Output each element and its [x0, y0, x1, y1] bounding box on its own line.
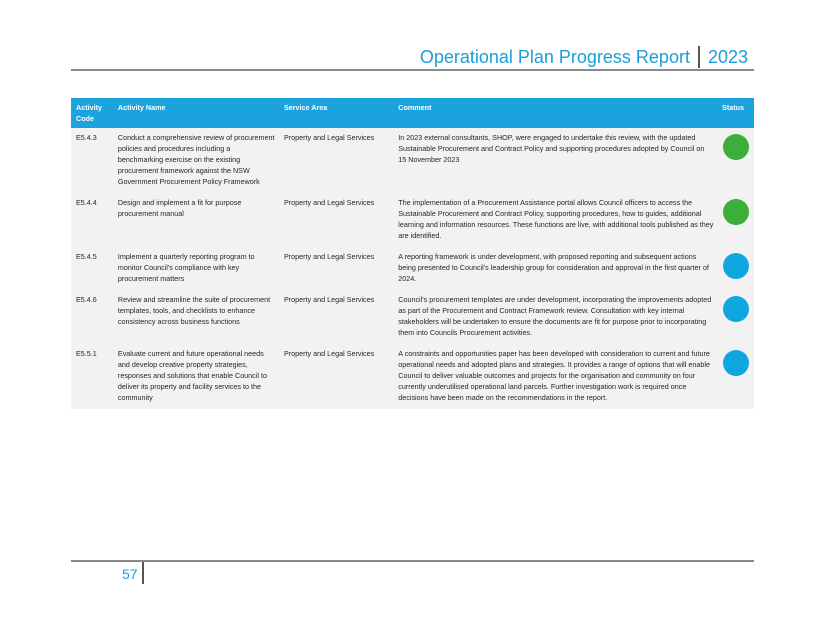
status-cell: [718, 247, 754, 290]
activity-name: Evaluate current and future operational needs and develop creative property strategies, responses and solutions that enable Council to deliver its property and facility services to the community: [114, 344, 280, 409]
activity-table: [71, 98, 754, 409]
service-area: Property and Legal Services: [280, 344, 394, 409]
service-area: Property and Legal Services: [280, 247, 394, 290]
page-number: 57: [122, 566, 138, 582]
activity-code: E5.4.4: [71, 193, 114, 247]
column-header-name: Activity Name: [114, 98, 280, 128]
comment: The implementation of a Procurement Assistance portal allows Council officers to access the Sustainable Procurement and Contract Policy, supporting procedures, how to guides, additional learning and information resources. These functions are live, with additional tools published as they are identified.: [394, 193, 718, 247]
activity-code: E5.4.6: [71, 290, 114, 344]
status-cell: [718, 128, 754, 193]
activity-code: E5.4.3: [71, 128, 114, 193]
service-area: Property and Legal Services: [280, 128, 394, 193]
table-row: [71, 193, 754, 247]
table-row: [71, 128, 754, 193]
comment: In 2023 external consultants, SHOP, were engaged to undertake this review, with the updated Sustainable Procurement and Contract Policy and supporting procedures adopted by Council on 15 November 2023: [394, 128, 718, 193]
table-header-row: [71, 98, 754, 128]
table-row: [71, 290, 754, 344]
comment: Council's procurement templates are under development, incorporating the improvements adopted as part of the Procurement and Contract Framework review. Consultation with key internal stakeholders will be undertaken to ensure the documents are fit for purpose prior to incorporating them into Councils Procurement activities.: [394, 290, 718, 344]
activity-name: Design and implement a fit for purpose procurement manual: [114, 193, 280, 247]
header-rule: [71, 69, 754, 71]
table-row: [71, 344, 754, 409]
status-indicator: [723, 134, 749, 160]
column-header-comment: Comment: [394, 98, 718, 128]
table-row: [71, 247, 754, 290]
activity-name: Conduct a comprehensive review of procurement policies and procedures including a benchmarking exercise on the existing procurement framework against the NSW Government Procurement Policy Framework: [114, 128, 280, 193]
status-cell: [718, 290, 754, 344]
report-year: 2023: [707, 46, 748, 67]
report-header: [420, 46, 748, 68]
activity-code: E5.4.5: [71, 247, 114, 290]
service-area: Property and Legal Services: [280, 193, 394, 247]
status-indicator: [723, 296, 749, 322]
column-header-area: Service Area: [280, 98, 394, 128]
status-indicator: [723, 350, 749, 376]
service-area: Property and Legal Services: [280, 290, 394, 344]
activity-name: Review and streamline the suite of procurement templates, tools, and checklists to enhance consistency across business functions: [114, 290, 280, 344]
activity-code: E5.5.1: [71, 344, 114, 409]
status-cell: [718, 193, 754, 247]
footer-divider: [142, 562, 144, 584]
column-header-status: Status: [718, 98, 754, 128]
status-indicator: [723, 199, 749, 225]
activity-name: Implement a quarterly reporting program to monitor Council's compliance with key procurement matters: [114, 247, 280, 290]
header-divider: [698, 46, 700, 68]
column-header-code: Activity Code: [71, 98, 114, 128]
status-indicator: [723, 253, 749, 279]
footer-rule: [71, 560, 754, 562]
report-title: Operational Plan Progress Report: [419, 46, 690, 67]
status-cell: [718, 344, 754, 409]
comment: A constraints and opportunities paper has been developed with consideration to current and future operational needs and adopted plans and strategies. It provides a range of options that will enable Council to deliver valuable outcomes and projects for the organisation and community on four currently underutilised operational land parcels. Further investigation work is required once decisions have been made on the recommendations in the report.: [394, 344, 718, 409]
comment: A reporting framework is under development, with proposed reporting and subsequent actions being presented to Council's leadership group for consideration and approval in the first quarter of 2024.: [394, 247, 718, 290]
